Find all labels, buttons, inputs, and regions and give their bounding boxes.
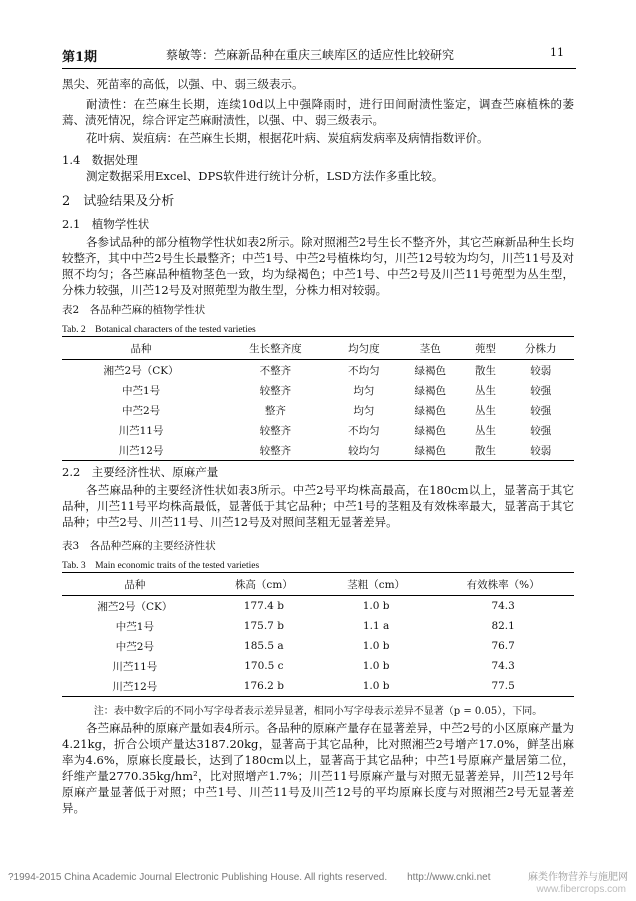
table-cell: 较强 <box>530 384 552 397</box>
table-caption-cn: 表2 各品种苎麻的植物学性状 <box>62 304 206 316</box>
table-row <box>62 400 574 420</box>
table-cell: 不整齐 <box>259 364 292 377</box>
table-row <box>62 616 574 636</box>
table-header: 蔸型 <box>463 337 507 360</box>
table-cell: 川苎12号 <box>62 440 220 461</box>
section-heading: 2.2 主要经济性状、原麻产量 <box>62 465 219 479</box>
table-cell: 中苎2号 <box>121 404 161 417</box>
table-cell: 1.1 a <box>362 620 390 632</box>
table-header: 分株力 <box>508 337 574 360</box>
watermark-cn: 麻类作物营养与施肥网 <box>528 872 628 883</box>
table-cell: 74.3 <box>491 660 515 672</box>
table-header: 有效株率（%） <box>432 573 574 596</box>
table-caption-cn: 表3 各品种苎麻的主要经济性状 <box>62 540 216 552</box>
table-cell: 中苎1号 <box>115 620 154 633</box>
table-cell: 82.1 <box>491 620 515 632</box>
table-header: 品种 <box>62 337 220 360</box>
table-caption-en: Tab. 3 Main economic traits of the tested varieties <box>62 561 260 571</box>
table-cell: 74.3 <box>491 600 515 612</box>
table-cell: 1.0 b <box>320 676 432 697</box>
table-cell: 较强 <box>530 404 552 417</box>
table-cell: 绿褐色 <box>397 440 463 461</box>
table-cell: 不均匀 <box>348 424 380 437</box>
watermark-url: www.fibercrops.com <box>536 884 626 895</box>
table-row <box>62 360 574 381</box>
copyright-footer <box>8 868 628 883</box>
table-cell: 川苎11号 <box>118 424 164 437</box>
table-row <box>62 596 574 617</box>
table-cell: 湘苎2号（CK） <box>103 364 179 377</box>
table-cell: 177.4 b <box>243 600 284 612</box>
table-cell: 不均匀 <box>348 364 380 377</box>
table-header: 品种 <box>62 573 208 596</box>
table-cell: 1.0 b <box>362 640 390 652</box>
table-cell: 较强 <box>530 424 552 437</box>
table-row <box>62 440 574 461</box>
table-cell: 散生 <box>463 440 507 461</box>
table-cell: 均匀 <box>353 384 375 397</box>
paragraph: 各苎麻品种的原麻产量如表4所示。各品种的原麻产量存在显著差异，中苎2号的小区原麻产量为4.21kg，折合公顷产量达3187.20kg，显著高于其它品种，比对照湘苎2号增产17.0%，鲜茎出麻率为4.6%，原麻长度最长，达到了180cm以上，显著高于其它品种；中苎1号原麻产量居第二位，纤维产量2770.35kg/hm²，比对照增产1.7%；川苎11号原麻产量与对照无显著差异，川苎12号年原麻产量显著低于对照；中苎1号、川苎11号及川苎12号的平均原麻长度与对照湘苎2号无显著差异。 <box>62 721 574 815</box>
paragraph: 耐渍性：在苎麻生长期，连续10d以上中强降雨时，进行田间耐渍性鉴定，调查苎麻植株的萎蔫、渍死情况，综合评定苎麻耐渍性，以强、中、弱三级表示。 <box>62 97 574 127</box>
table-cell: 175.7 b <box>243 620 284 632</box>
table-cell: 76.7 <box>491 640 515 652</box>
table-cell: 丛生 <box>474 404 496 417</box>
paragraph: 花叶病、炭疽病：在苎麻生长期，根据花叶病、炭疽病发病率及病情指数评价。 <box>86 131 489 145</box>
table-cell: 77.5 <box>432 676 574 697</box>
table-cell: 较整齐 <box>220 440 331 461</box>
section-heading: 2 试验结果及分析 <box>62 194 175 209</box>
issue-number: 第1期 <box>62 50 98 65</box>
table-cell: 较整齐 <box>259 424 292 437</box>
table-header: 均匀度 <box>331 337 397 360</box>
table-header: 茎色 <box>397 337 463 360</box>
table-row <box>62 656 574 676</box>
table-economic <box>62 572 574 697</box>
table-cell: 绿褐色 <box>414 384 446 397</box>
section-heading: 2.1 植物学性状 <box>62 217 150 231</box>
table-cell: 整齐 <box>264 404 286 417</box>
page-number: 11 <box>550 46 564 59</box>
table-cell: 川苎12号 <box>62 676 208 697</box>
paragraph: 各苎麻品种的主要经济性状如表3所示。中苎2号平均株高最高，在180cm以上，显著高于其它品种，川苎11号平均株高最低，显著低于其它品种；中苎1号的茎粗及有效株率最大，显著高于其它品种；中苎2号、川苎11号、川苎12号及对照间茎粗无显著差异。 <box>62 483 574 529</box>
table-botanical <box>62 336 574 461</box>
page-header <box>62 44 564 64</box>
running-title: 蔡敏等：苎麻新品种在重庆三峡库区的适应性比较研究 <box>166 48 455 62</box>
copyright-text: ?1994-2015 China Academic Journal Electronic Publishing House. All rights reserved. http://www.cnki.net <box>8 872 491 883</box>
table-cell: 绿褐色 <box>414 424 446 437</box>
table-cell: 绿褐色 <box>414 404 446 417</box>
paragraph: 黑尖、死苗率的高低，以强、中、弱三级表示。 <box>62 77 304 91</box>
table-cell: 1.0 b <box>362 660 390 672</box>
table-cell: 丛生 <box>474 384 496 397</box>
table-caption-en: Tab. 2 Botanical characters of the tested varieties <box>62 325 256 335</box>
table-row <box>62 676 574 697</box>
section-heading: 1.4 数据处理 <box>62 153 138 167</box>
table-header: 株高（cm） <box>208 573 320 596</box>
table-cell: 176.2 b <box>208 676 320 697</box>
table-row <box>62 636 574 656</box>
table-cell: 较整齐 <box>259 384 292 397</box>
table-cell: 较弱 <box>508 440 574 461</box>
table-cell: 散生 <box>474 364 496 377</box>
table-cell: 较均匀 <box>331 440 397 461</box>
table-cell: 1.0 b <box>362 600 390 612</box>
table-cell: 均匀 <box>353 404 375 417</box>
table-header: 生长整齐度 <box>220 337 331 360</box>
table-note: 注：表中数字后的不同小写字母者表示差异显著，相同小写字母表示差异不显著（p = 0.05），下同。 <box>93 706 543 717</box>
table-cell: 湘苎2号（CK） <box>97 600 173 613</box>
table-header: 茎粗（cm） <box>320 573 432 596</box>
table-row <box>62 420 574 440</box>
paragraph: 测定数据采用Excel、DPS软件进行统计分析，LSD方法作多重比较。 <box>86 169 444 183</box>
paragraph: 各参试品种的部分植物学性状如表2所示。除对照湘苎2号生长不整齐外，其它苎麻新品种生长均较整齐，其中中苎2号生长最整齐；中苎1号、中苎2号植株均匀，川苎12号较为均匀，川苎11号及对照不均匀；各苎麻品种植物茎色一致，均为绿褐色；中苎1号、中苎2号及川苎11号蔸型为丛生型，分株力较强，川苎12号及对照蔸型为散生型，分株力相对较弱。 <box>62 235 574 297</box>
table-cell: 绿褐色 <box>414 364 446 377</box>
table-cell: 中苎1号 <box>121 384 161 397</box>
table-cell: 川苎11号 <box>112 660 158 673</box>
table-cell: 丛生 <box>474 424 496 437</box>
header-rule <box>62 68 576 69</box>
table-cell: 170.5 c <box>244 660 284 672</box>
table-cell: 185.5 a <box>244 640 284 652</box>
table-cell: 较弱 <box>530 364 552 377</box>
table-cell: 中苎2号 <box>115 640 154 653</box>
table-row <box>62 380 574 400</box>
